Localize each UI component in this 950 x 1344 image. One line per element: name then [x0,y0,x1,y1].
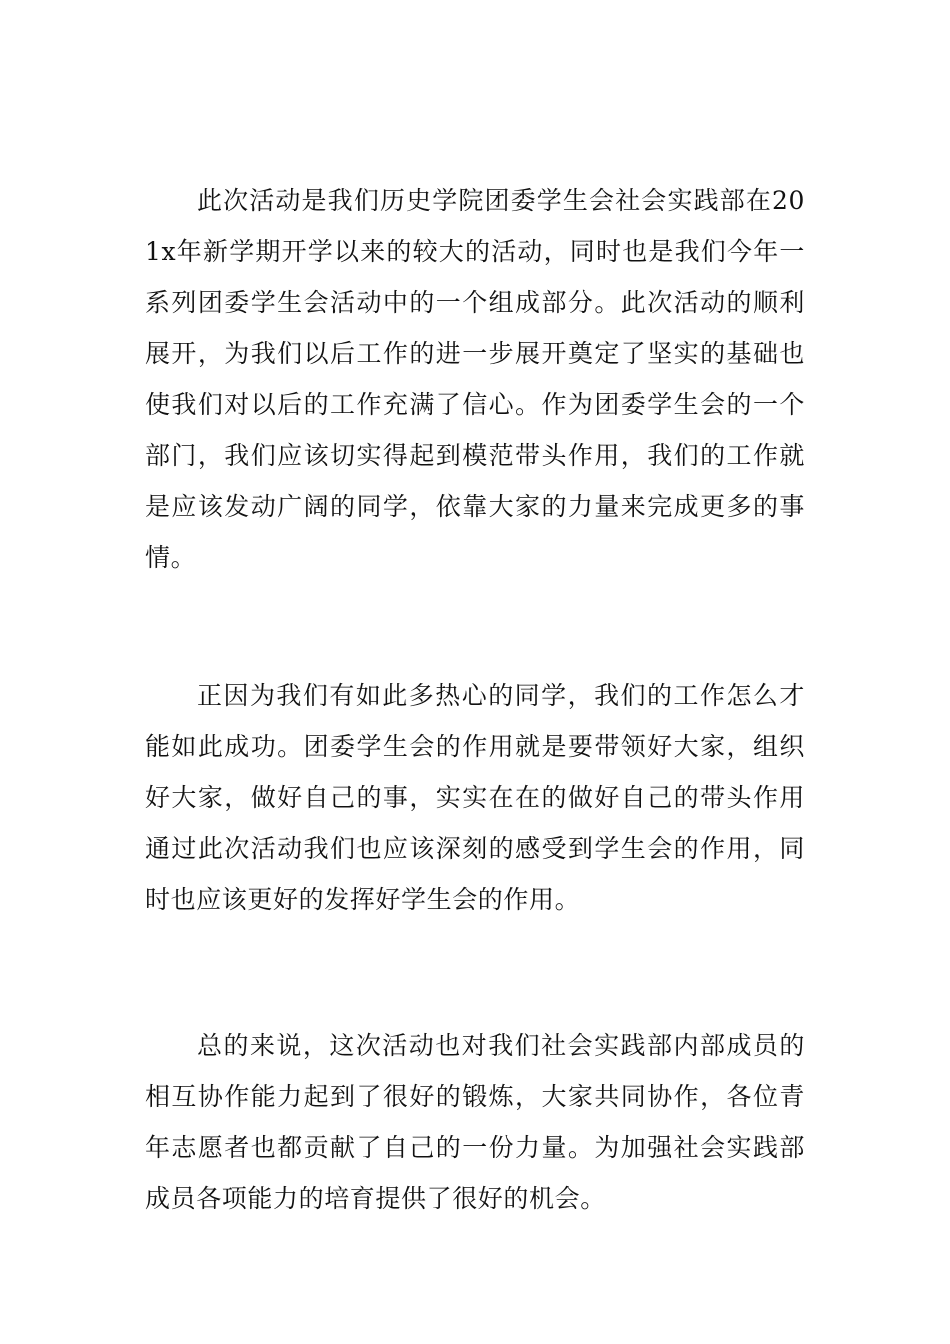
paragraph-conclusion: 总的来说，这次活动也对我们社会实践部内部成员的相互协作能力起到了很好的锻炼，大家共同协作，各位青年志愿者也都贡献了自己的一份力量。为加强社会实践部成员各项能力的培育提供了很好的机会。 [145,1031,805,1213]
paragraph-activity-summary: 此次活动是我们历史学院团委学生会社会实践部在201x年新学期开学以来的较大的活动，同时也是我们今年一系列团委学生会活动中的一个组成部分。此次活动的顺利展开，为我们以后工作的进一步展开奠定了坚实的基础也使我们对以后的工作充满了信心。作为团委学生会的一个部门，我们应该切实得起到模范带头作用，我们的工作就是应该发动广阔的同学，依靠大家的力量来完成更多的事情。 [145,186,805,572]
paragraph-student-union-role: 正因为我们有如此多热心的同学，我们的工作怎么才能如此成功。团委学生会的作用就是要带领好大家，组织好大家，做好自己的事，实实在在的做好自己的带头作用通过此次活动我们也应该深刻的感受到学生会的作用，同时也应该更好的发挥好学生会的作用。 [145,681,805,914]
